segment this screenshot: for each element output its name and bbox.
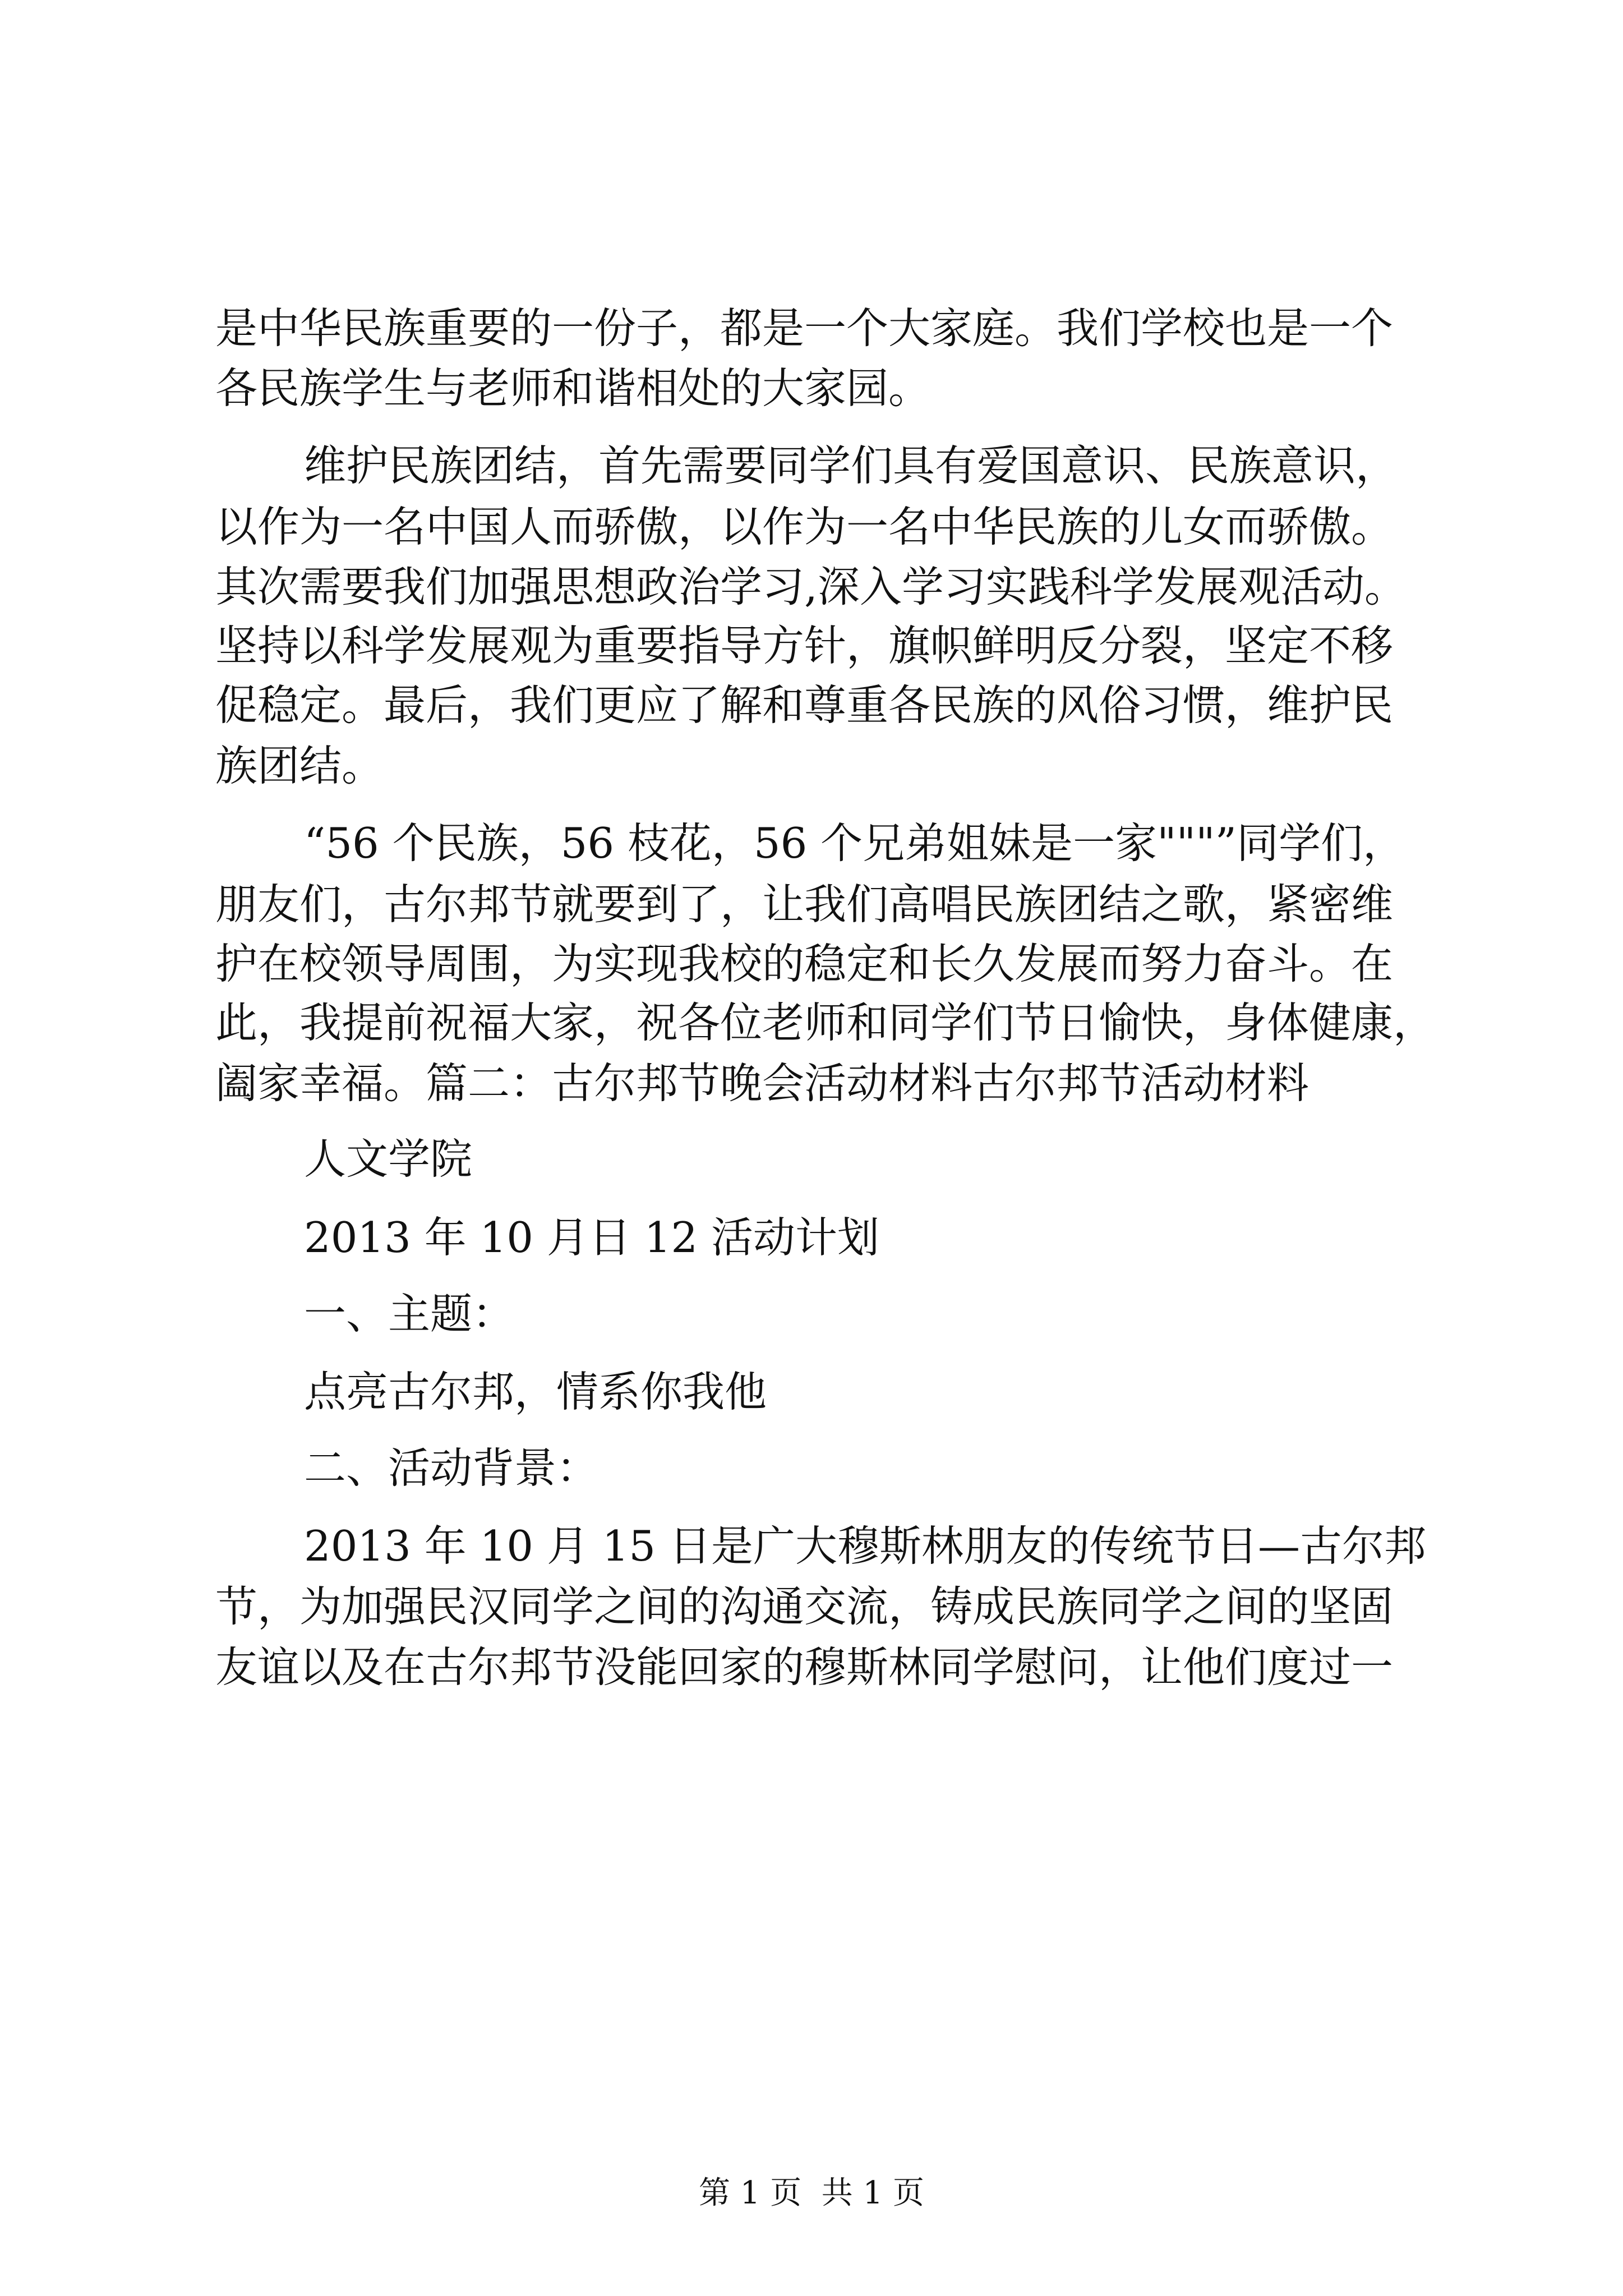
text-line-20: 节，为加强民汉同学之间的沟通交流，铸成民族同学之间的坚固 <box>215 1582 1394 1631</box>
text-line-12: 此，我提前祝福大家，祝各位老师和同学们节日愉快，身体健康， <box>215 998 1436 1047</box>
text-line-21: 友谊以及在古尔邦节没能回家的穆斯林同学慰问，让他们度过一 <box>215 1642 1394 1692</box>
text-line-13: 阖家幸福。篇二：古尔邦节晚会活动材料古尔邦节活动材料 <box>215 1059 1310 1108</box>
page-number-footer: 第 1 页 共 1 页 <box>698 2175 925 2211</box>
text-line-18: 二、活动背景： <box>304 1443 599 1493</box>
text-line-10: 朋友们，古尔邦节就要到了，让我们高唱民族团结之歌，紧密维 <box>215 880 1394 929</box>
text-line-9: “56 个民族，56 枝花，56 个兄弟姐妹是一家"""”同学们， <box>304 818 1405 868</box>
text-line-11: 护在校领导周围，为实现我校的稳定和长久发展而努力奋斗。在 <box>215 939 1394 988</box>
text-line-15: 2013 年 10 月日 12 活动计划 <box>304 1213 879 1262</box>
text-line-19: 2013 年 10 月 15 日是广大穆斯林朋友的传统节日—古尔邦 <box>304 1521 1426 1571</box>
text-line-8: 族团结。 <box>215 741 384 790</box>
text-line-16: 一、主题： <box>304 1289 515 1338</box>
text-line-4: 以作为一名中国人而骄傲，以作为一名中华民族的儿女而骄傲。 <box>215 502 1394 551</box>
text-line-6: 坚持以科学发展观为重要指导方针，旗帜鲜明反分裂，坚定不移 <box>215 621 1394 670</box>
text-line-1: 是中华民族重要的一份子，都是一个大家庭。我们学校也是一个 <box>215 303 1394 353</box>
text-line-7: 促稳定。最后，我们更应了解和尊重各民族的风俗习惯，维护民 <box>215 680 1394 730</box>
text-line-3: 维护民族团结，首先需要同学们具有爱国意识、民族意识， <box>304 441 1398 490</box>
text-line-14: 人文学院 <box>304 1134 473 1184</box>
text-line-2: 各民族学生与老师和谐相处的大家园。 <box>215 364 931 413</box>
text-line-17: 点亮古尔邦，情系你我他 <box>304 1367 767 1416</box>
text-line-5: 其次需要我们加强思想政治学习,深入学习实践科学发展观活动。 <box>215 562 1407 611</box>
